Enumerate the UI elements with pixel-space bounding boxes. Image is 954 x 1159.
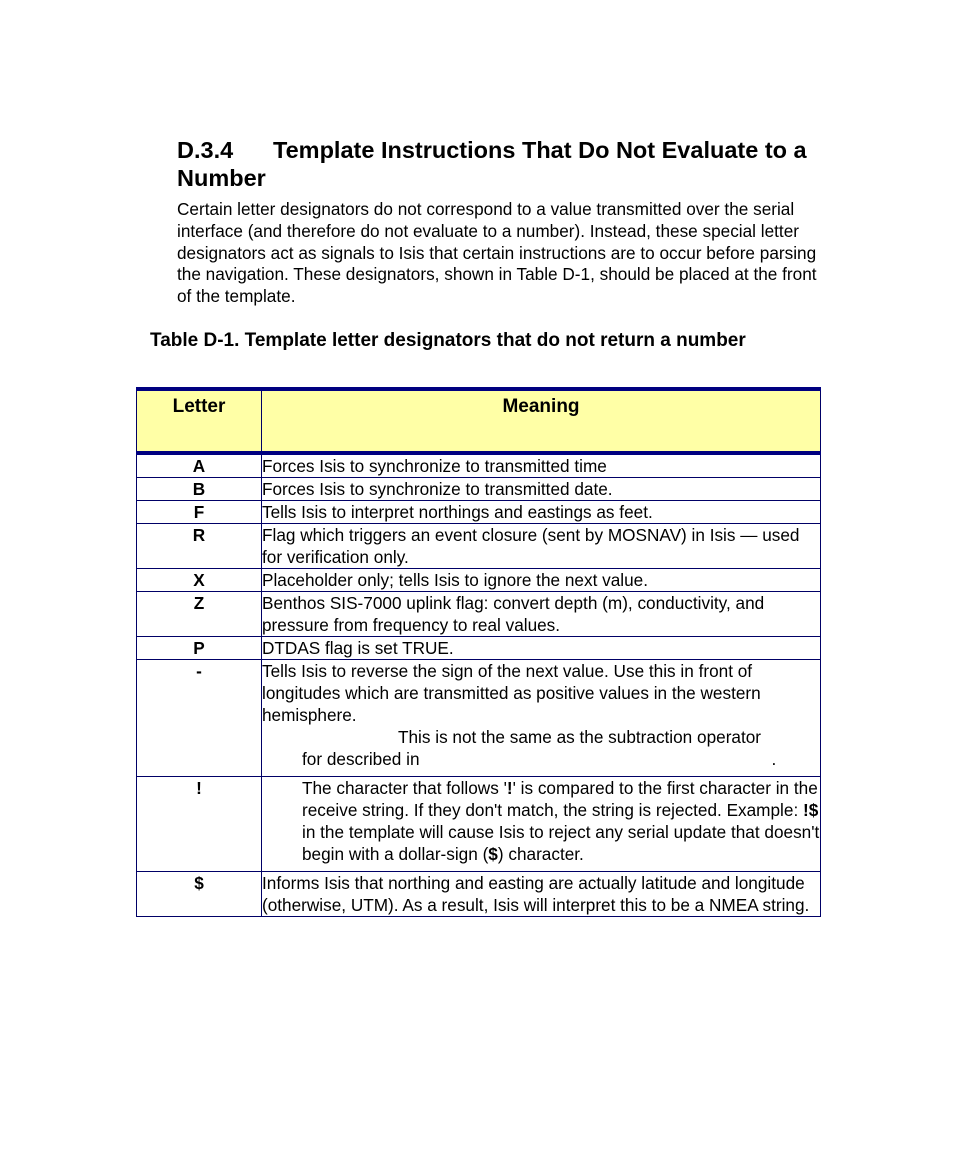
row-letter: Z [137, 592, 262, 637]
table-row [137, 453, 821, 478]
row-meaning: Tells Isis to interpret northings and eastings as feet. [262, 501, 821, 524]
table-row [137, 777, 821, 872]
note-line-b [262, 748, 820, 770]
table-row [137, 660, 821, 777]
meaning-text: ) character. [497, 844, 584, 864]
row-letter: - [137, 660, 262, 777]
row-letter: ! [137, 777, 262, 872]
table-row [137, 569, 821, 592]
meaning-text: ' is compared to the first character in the receive string. If they don't match, the string is rejected. Example: [302, 778, 818, 820]
header-meaning: Meaning [262, 389, 821, 453]
row-meaning: Forces Isis to synchronize to transmitted time [262, 453, 821, 478]
row-meaning-container [262, 660, 821, 777]
section-title: Template Instructions That Do Not Evaluate to a Number [177, 137, 807, 191]
row-meaning-container [262, 777, 821, 872]
meaning-bold-bang: ! [506, 778, 513, 798]
note-line-a [262, 726, 820, 748]
row-letter: R [137, 524, 262, 569]
table-row [137, 872, 821, 917]
header-letter: Letter [137, 389, 262, 453]
table-row [137, 637, 821, 660]
meaning-bold-example: !$ [803, 800, 819, 820]
row-meaning [262, 777, 820, 865]
row-letter: A [137, 453, 262, 478]
section-heading [177, 136, 827, 192]
note-text-a: This is not the same as the subtraction operator [398, 727, 762, 747]
row-meaning: Tells Isis to reverse the sign of the next value. Use this in front of longitudes which are transmitted as positive values in the western hemisphere. [262, 661, 761, 725]
row-meaning: Flag which triggers an event closure (sent by MOSNAV) in Isis — used for verification only. [262, 524, 821, 569]
table-caption: Table D-1. Template letter designators that do not return a number [150, 330, 746, 351]
table-row [137, 501, 821, 524]
row-meaning: Informs Isis that northing and easting are actually latitude and longitude (otherwise, UTM). As a result, Isis will interpret this to be a NMEA string. [262, 872, 821, 917]
row-letter: B [137, 478, 262, 501]
section-body: Certain letter designators do not correspond to a value transmitted over the serial interface (and therefore do not evaluate to a number). Instead, these special letter designators act as signals to Isis that certain instructions are to occur before parsing the navigation. These designators, shown in Table D-1, should be placed at the front of the template. [177, 199, 817, 307]
meaning-text: The character that follows ' [302, 778, 507, 798]
meaning-bold-dollar: $ [488, 844, 498, 864]
note-text-b-start: for described in [302, 749, 420, 769]
row-letter: P [137, 637, 262, 660]
row-letter: X [137, 569, 262, 592]
row-meaning: Placeholder only; tells Isis to ignore the next value. [262, 569, 821, 592]
table-row [137, 524, 821, 569]
row-meaning: DTDAS flag is set TRUE. [262, 637, 821, 660]
row-letter: F [137, 501, 262, 524]
row-meaning: Forces Isis to synchronize to transmitted date. [262, 478, 821, 501]
section-number: D.3.4 [177, 137, 234, 163]
table-row [137, 592, 821, 637]
note-text-b-end: . [771, 749, 777, 769]
row-meaning: Benthos SIS-7000 uplink flag: convert depth (m), conductivity, and pressure from frequency to real values. [262, 592, 821, 637]
row-letter: $ [137, 872, 262, 917]
designator-table [136, 387, 821, 917]
table-header-row [137, 389, 821, 453]
table-row [137, 478, 821, 501]
meaning-text: in the template will cause Isis to reject any serial update that doesn't begin with a dollar-sign ( [302, 822, 820, 864]
